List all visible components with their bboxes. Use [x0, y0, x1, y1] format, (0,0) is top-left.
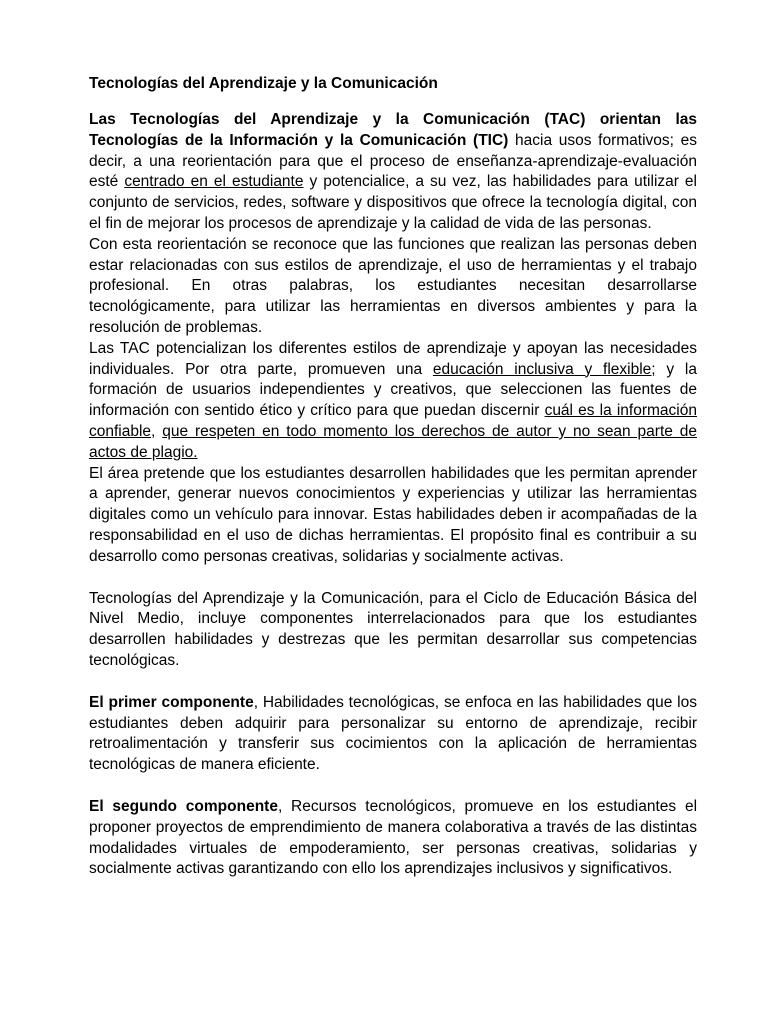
body-text: hacia usos formativos; es decir, a una reorientación para que el proceso de enseñanza-aprendizaje-evaluación esté: [89, 131, 697, 191]
paragraph-area-purpose: El área pretende que los estudiantes desarrollen habilidades que les permitan aprender a aprender, generar nuevos conocimientos y experiencias y utilizar las herramientas digitales como un vehículo para innovar. Estas habilidades deben ir acompañadas de la responsabilidad en el uso de dichas herramientas. El propósito final es contribuir a su desarrollo como personas creativas, solidarias y socialmente activas.: [89, 464, 697, 565]
underlined-text: centrado en el estudiante: [124, 173, 304, 191]
document-page: [89, 73, 697, 880]
paragraph-spacer: [89, 776, 697, 797]
underlined-text: educación inclusiva y flexible;: [432, 360, 656, 378]
paragraph-learning-styles: [89, 339, 697, 464]
underlined-text: cuál es la información confiable: [89, 402, 697, 440]
bold-lead-text: Las Tecnologías del Aprendizaje y la Comunicación (TAC) orientan las Tecnologías de la Información y la Comunicación (TIC): [89, 111, 697, 149]
body-text: ,: [151, 422, 163, 440]
paragraph-components-intro: Tecnologías del Aprendizaje y la Comunicación, para el Ciclo de Educación Básica del Nivel Medio, incluye componentes interrelacionados para que los estudiantes desarrollen habilidades y destrezas que les permitan desarrollar sus competencias tecnológicas.: [89, 589, 697, 669]
paragraph-first-component: [89, 693, 697, 776]
body-text: , Recursos tecnológicos, promueve en los estudiantes el proponer proyectos de emprendimiento de manera colaborativa a través de las distintas modalidades virtuales de empoderamiento, ser personas creativas, solidarias y socialmente activas garantizando con ello los aprendizajes inclusivos y significativos.: [89, 797, 698, 878]
body-text: Las TAC potencializan los diferentes estilos de aprendizaje y apoyan las necesidades individuales. Por otra parte, promueven una: [89, 339, 697, 378]
document-title: Tecnologías del Aprendizaje y la Comunicación: [89, 75, 438, 92]
paragraph-spacer: [89, 672, 697, 693]
paragraph-tac-definition: [89, 110, 697, 235]
paragraph-second-component: [89, 797, 697, 880]
bold-lead-text: El segundo componente: [89, 797, 278, 815]
body-text: y potencialice, a su vez, las habilidades para utilizar el conjunto de servicios, redes, software y dispositivos que ofrece la tecnología digital, con el fin de mejorar los procesos de aprendizaje y la calidad de vida de las personas.: [89, 173, 697, 232]
body-text: y la formación de usuarios independientes y creativos, que seleccionen las fuentes de información con sentido ético y crítico para que puedan discernir: [89, 360, 697, 420]
paragraph-spacer: [89, 568, 697, 589]
underlined-text: que respeten en todo momento los derechos de autor y no sean parte de actos de plagio.: [89, 422, 697, 461]
body-text: , Habilidades tecnológicas, se enfoca en las habilidades que los estudiantes deben adquirir para personalizar su entorno de aprendizaje, recibir retroalimentación y transferir sus cocimientos con la aplicación de herramientas tecnológicas de manera eficiente.: [89, 693, 697, 774]
bold-lead-text: El primer componente: [89, 693, 254, 711]
paragraph-reorientation: Con esta reorientación se reconoce que las funciones que realizan las personas deben estar relacionadas con sus estilos de aprendizaje, el uso de herramientas y el trabajo profesional. En otras palabras, los estudiantes necesitan desarrollarse tecnológicamente, para utilizar las herramientas en diversos ambientes y para la resolución de problemas.: [89, 235, 697, 336]
